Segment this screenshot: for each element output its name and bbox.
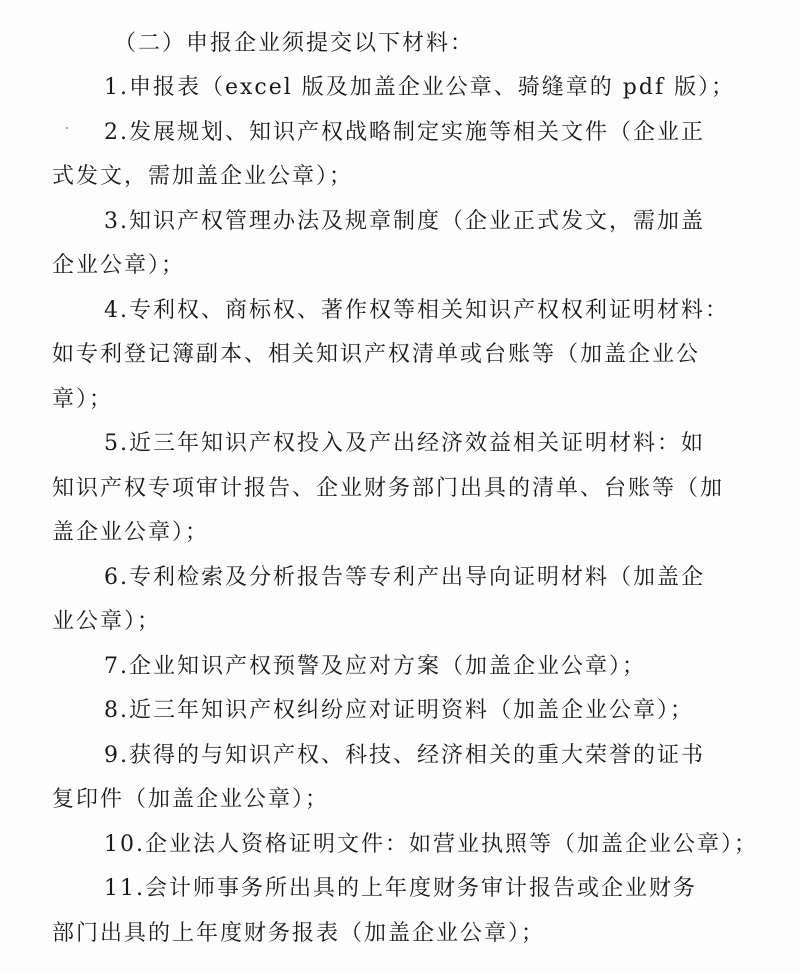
list-item-line-continued: 复印件（加盖企业公章）； [52, 787, 330, 812]
list-item [52, 734, 742, 823]
list-item [52, 556, 742, 645]
list-item [52, 422, 742, 556]
list-item-line-first: 5.近三年知识产权投入及产出经济效益相关证明材料：如 [104, 431, 705, 456]
list-item-line-continued: 式发文，需加盖企业公章）； [52, 164, 354, 189]
list-item-line-first: 11.会计师事务所出具的上年度财务审计报告或企业财务 [104, 876, 697, 901]
list-item-line-continued: 业公章）； [52, 609, 162, 634]
list-item-line-continued: 知识产权专项审计报告、企业财务部门出具的清单、台账等（加 [52, 475, 725, 501]
list-item [52, 823, 758, 868]
list-item-line-first: 9.获得的与知识产权、科技、经济相关的重大荣誉的证书 [104, 742, 705, 768]
list-item-line-first: 3.知识产权管理办法及规章制度（企业正式发文，需加盖 [104, 208, 705, 234]
list-item-line-first: 10.企业法人资格证明文件：如营业执照等（加盖企业公章）； [104, 831, 758, 857]
material-list [52, 66, 758, 956]
list-item-line-continued: 章）； [52, 386, 114, 412]
list-item [52, 111, 742, 200]
list-item-line-first: 2.发展规划、知识产权战略制定实施等相关文件（企业正 [104, 119, 705, 145]
list-item [52, 289, 742, 423]
list-item-line-continued: 盖企业公章）； [52, 520, 210, 545]
list-item-line-first: 4.专利权、商标权、著作权等相关知识产权权利证明材料： [104, 297, 729, 323]
list-item [52, 645, 742, 690]
document-body [52, 22, 758, 956]
list-item-line-first: 8.近三年知识产权纠纷应对证明资料（加盖企业公章）； [104, 698, 694, 723]
list-item-line-continued: 部门出具的上年度财务报表（加盖企业公章）； [52, 920, 546, 946]
list-item-line-continued: 企业公章）； [52, 253, 186, 278]
list-item-line-first: 6.专利检索及分析报告等专利产出导向证明材料（加盖企 [104, 564, 705, 590]
section-heading: （二）申报企业须提交以下材料： [114, 31, 475, 56]
list-item-line-first: 1.申报表（excel 版及加盖企业公章、骑缝章的 pdf 版）； [104, 75, 736, 100]
list-item [52, 689, 742, 734]
list-item [52, 867, 742, 956]
list-item-line-first: 7.企业知识产权预警及应对方案（加盖企业公章）； [104, 653, 646, 679]
list-item-line-continued: 如专利登记簿副本、相关知识产权清单或台账等（加盖企业公 [52, 342, 701, 367]
list-item [52, 200, 742, 289]
list-item [52, 66, 742, 111]
